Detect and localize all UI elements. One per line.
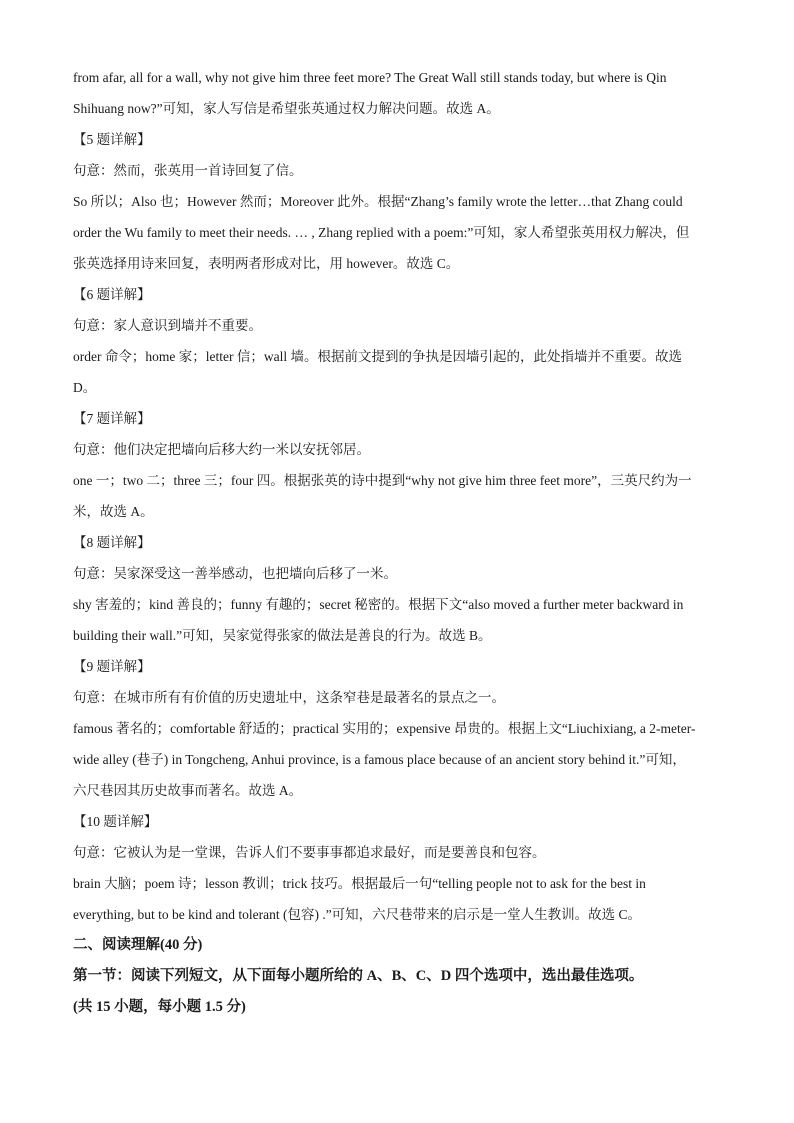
text-line: from afar, all for a wall, why not give him three feet more? The Great Wall still stands today, but where is Qin [73,70,667,85]
question-detail-heading: 【9 题详解】 [73,659,151,674]
question-detail-heading: 【7 题详解】 [73,411,151,426]
text-line: one 一；two 二；three 三；four 四。根据张英的诗中提到“why not give him three feet more”，三英尺约为一 [73,473,692,488]
text-line: 句意：他们决定把墙向后移大约一米以安抚邻居。 [73,442,370,457]
section-heading: (共 15 小题，每小题 1.5 分) [73,999,246,1015]
text-line: 句意：吴家深受这一善举感动，也把墙向后移了一米。 [73,566,397,581]
text-line: famous 著名的；comfortable 舒适的；practical 实用的；expensive 昂贵的。根据上文“Liuchixiang, a 2-meter- [73,721,696,736]
text-line: order the Wu family to meet their needs. … , Zhang replied with a poem:”可知，家人希望张英用权力解决，但 [73,225,690,240]
section-heading: 第一节：阅读下列短文，从下面每小题所给的 A、B、C、D 四个选项中，选出最佳选项。 [73,968,644,984]
text-line: wide alley (巷子) in Tongcheng, Anhui province, is a famous place because of an ancient story behind it.”可知， [73,752,686,767]
section-heading: 二、阅读理解(40 分) [73,937,203,953]
text-line: order 命令；home 家；letter 信；wall 墙。根据前文提到的争执是因墙引起的，此处指墙并不重要。故选 [73,349,682,364]
text-line: So 所以；Also 也；However 然而；Moreover 此外。根据“Zhang’s family wrote the letter…that Zhang could [73,194,683,209]
question-detail-heading: 【6 题详解】 [73,287,151,302]
text-line: Shihuang now?”可知，家人写信是希望张英通过权力解决问题。故选 A。 [73,101,500,116]
question-detail-heading: 【5 题详解】 [73,132,151,147]
text-line: 句意：然而，张英用一首诗回复了信。 [73,163,303,178]
text-line: everything, but to be kind and tolerant (包容) .”可知，六尺巷带来的启示是一堂人生教训。故选 C。 [73,907,642,922]
text-line: 六尺巷因其历史故事而著名。故选 A。 [73,783,303,798]
text-line: 米，故选 A。 [73,504,154,519]
text-line: shy 害羞的；kind 善良的；funny 有趣的；secret 秘密的。根据下文“also moved a further meter backward in [73,597,684,612]
text-line: D。 [73,380,97,395]
document-page [73,62,723,1023]
text-line: building their wall.”可知，吴家觉得张家的做法是善良的行为。故选 B。 [73,628,492,643]
text-line: 张英选择用诗来回复，表明两者形成对比，用 however。故选 C。 [73,256,460,271]
text-line: 句意：它被认为是一堂课，告诉人们不要事事都追求最好，而是要善良和包容。 [73,845,546,860]
question-detail-heading: 【10 题详解】 [73,814,158,829]
text-line: 句意：在城市所有有价值的历史遗址中，这条窄巷是最著名的景点之一。 [73,690,505,705]
question-detail-heading: 【8 题详解】 [73,535,151,550]
text-line: 句意：家人意识到墙并不重要。 [73,318,262,333]
text-line: brain 大脑；poem 诗；lesson 教训；trick 技巧。根据最后一句“telling people not to ask for the best in [73,876,646,891]
